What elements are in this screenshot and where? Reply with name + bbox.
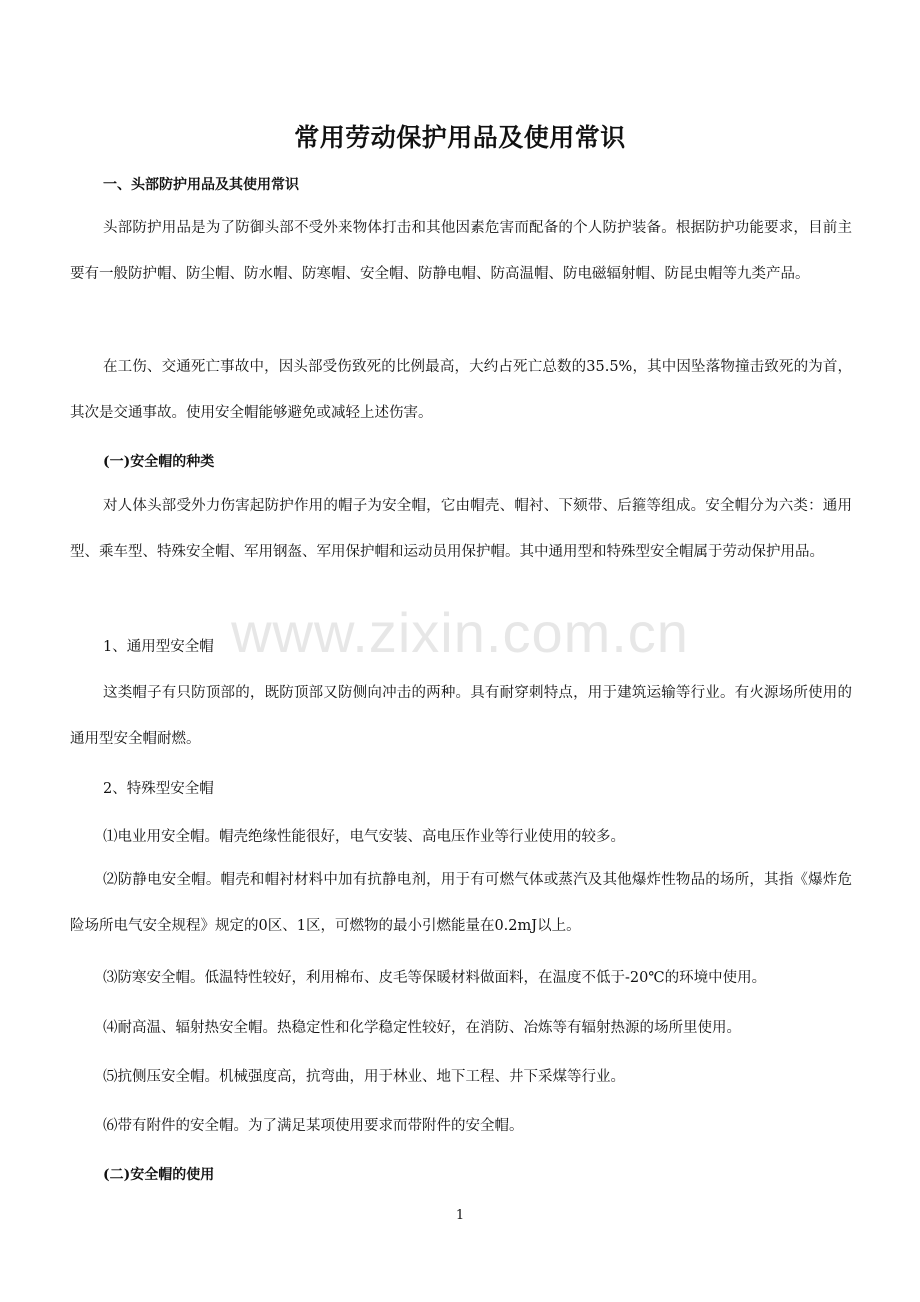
list-item-side-pressure-helmet: ⑸抗侧压安全帽。机械强度高，抗弯曲，用于林业、地下工程、井下采煤等行业。 [103,1069,625,1085]
paragraph-injury-statistics: 在工伤、交通死亡事故中，因头部受伤致死的比例最高，大约占死亡总数的35.5%，其中因坠落物撞击致死的为首，其次是交通事故。使用安全帽能够避免或减轻上述伤害。 [70,359,852,421]
paragraph-general-helmet: 这类帽子有只防顶部的，既防顶部又防侧向冲击的两种。具有耐穿刺特点，用于建筑运输等行业。有火源场所使用的通用型安全帽耐燃。 [70,685,852,747]
paragraph-helmet-definition: 对人体头部受外力伤害起防护作用的帽子为安全帽，它由帽壳、帽衬、下颏带、后箍等组成。安全帽分为六类：通用型、乘车型、特殊安全帽、军用钢盔、军用保护帽和运动员用保护帽。其中通用型和特殊型安全帽属于劳动保护用品。 [70,498,852,560]
subheading-helmet-types: (一)安全帽的种类 [103,454,215,470]
item-general-helmet: 1、通用型安全帽 [103,639,214,655]
item-special-helmet: 2、特殊型安全帽 [103,781,214,797]
list-item-accessory-helmet: ⑹带有附件的安全帽。为了满足某项使用要求而带附件的安全帽。 [103,1118,524,1134]
list-item-cold-helmet: ⑶防寒安全帽。低温特性较好，利用棉布、皮毛等保暖材料做面料，在温度不低于-20℃的环境中使用。 [103,970,767,986]
subheading-helmet-usage: (二)安全帽的使用 [103,1167,215,1183]
list-item-electrical-helmet: ⑴电业用安全帽。帽壳绝缘性能很好，电气安装、高电压作业等行业使用的较多。 [103,829,625,845]
document-title: 常用劳动保护用品及使用常识 [294,123,626,152]
list-item-antistatic-helmet: ⑵防静电安全帽。帽壳和帽衬材料中加有抗静电剂，用于有可燃气体或蒸汽及其他爆炸性物品的场所，其指《爆炸危险场所电气安全规程》规定的0区、1区，可燃物的最小引燃能量在0.2mJ以上。 [70,872,852,934]
page-number: 1 [455,1208,465,1223]
list-item-heat-helmet: ⑷耐高温、辐射热安全帽。热稳定性和化学稳定性较好，在消防、冶炼等有辐射热源的场所里使用。 [103,1020,741,1036]
paragraph-head-protection-intro: 头部防护用品是为了防御头部不受外来物体打击和其他因素危害而配备的个人防护装备。根据防护功能要求，目前主要有一般防护帽、防尘帽、防水帽、防寒帽、安全帽、防静电帽、防高温帽、防电磁辐射帽、防昆虫帽等九类产品。 [70,220,852,282]
watermark: www.zixin.com.cn [231,601,689,664]
section-heading-head-protection: 一、头部防护用品及其使用常识 [103,177,299,193]
